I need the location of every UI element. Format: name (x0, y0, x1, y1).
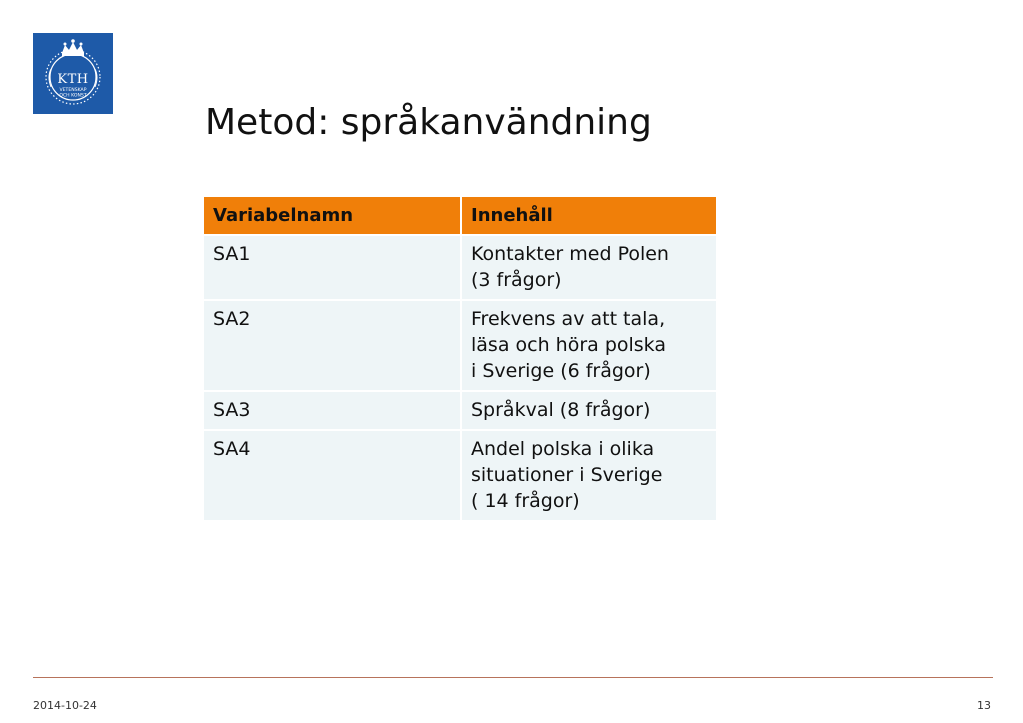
table-row (204, 430, 716, 521)
cell-variable-name: SA1 (204, 235, 461, 300)
cell-line: situationer i Sverige (471, 464, 663, 486)
cell-line: Andel polska i olika (471, 438, 655, 460)
kth-crown-logo-icon (33, 33, 113, 114)
table-row (204, 300, 716, 391)
cell-variable-name: SA3 (204, 391, 461, 430)
cell-line: ( 14 frågor) (471, 490, 580, 512)
cell-line: Frekvens av att tala, (471, 308, 666, 330)
cell-content (461, 430, 716, 521)
cell-line: läsa och höra polska (471, 334, 666, 356)
kth-logo (33, 33, 113, 114)
cell-variable-name: SA4 (204, 430, 461, 521)
table-row (204, 391, 716, 430)
cell-content (461, 391, 716, 430)
table-row (204, 235, 716, 300)
slide-title: Metod: språkanvändning (205, 102, 652, 144)
cell-content (461, 300, 716, 391)
table-header-row (204, 197, 716, 235)
header-content: Innehåll (461, 197, 716, 235)
page-number: 13 (977, 699, 991, 712)
variable-table (204, 197, 716, 522)
footer-date: 2014-10-24 (33, 699, 97, 712)
cell-line: Språkval (8 frågor) (471, 399, 651, 421)
logo-name: KTH (57, 72, 89, 87)
logo-subtitle-2: OCH KONST (59, 93, 87, 99)
header-variable-name: Variabelnamn (204, 197, 461, 235)
footer-divider (33, 677, 993, 678)
cell-content (461, 235, 716, 300)
cell-line: Kontakter med Polen (471, 243, 669, 265)
cell-line: (3 frågor) (471, 269, 562, 291)
cell-variable-name: SA2 (204, 300, 461, 391)
logo-subtitle-1: VETENSKAP (59, 88, 87, 93)
cell-line: i Sverige (6 frågor) (471, 360, 651, 382)
